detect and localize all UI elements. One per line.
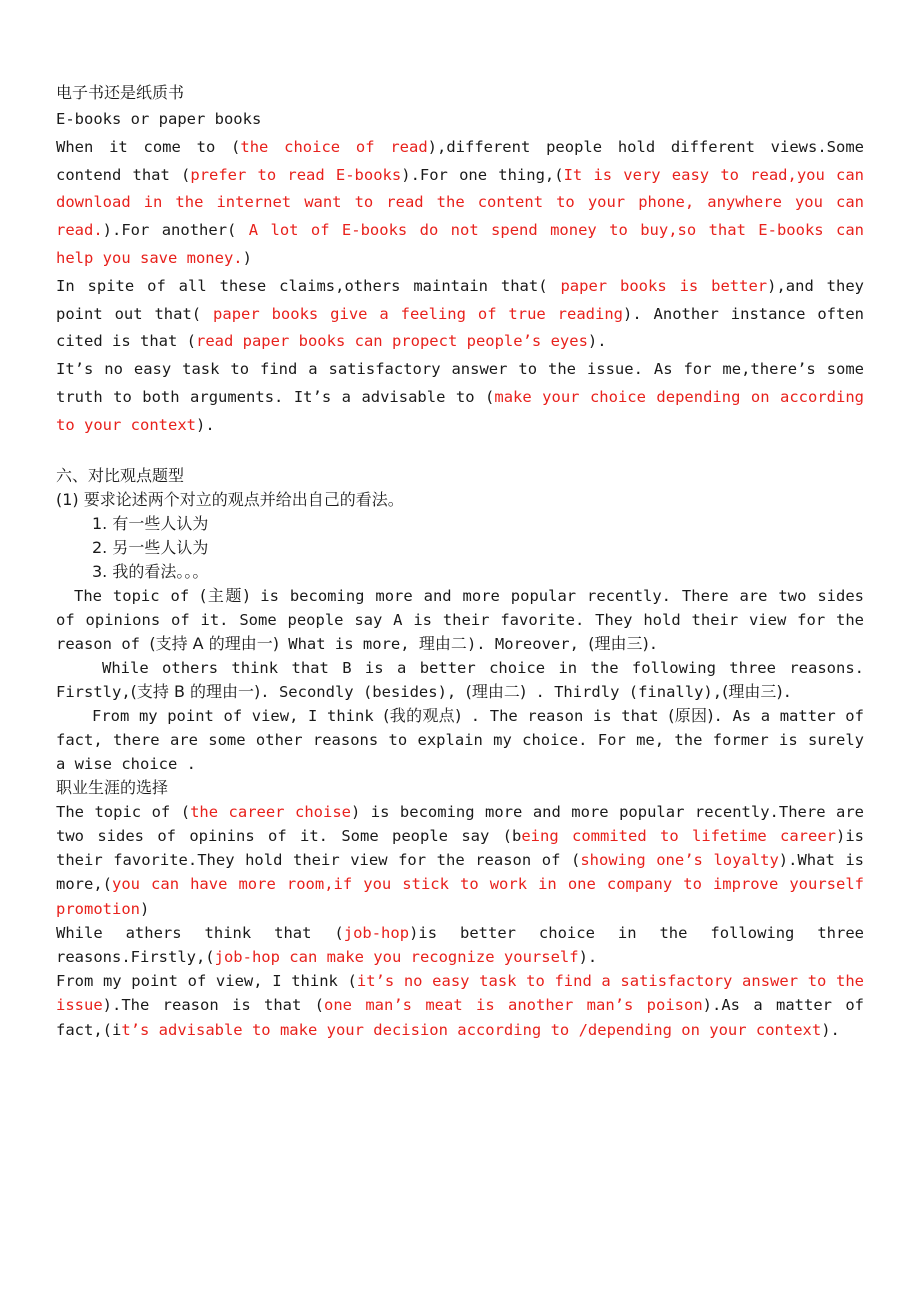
template-paragraph-1 <box>56 584 864 656</box>
text-run: What is more, <box>278 634 419 653</box>
highlight-run: make your choice depending on according to your context <box>56 387 864 434</box>
cn-run: (理由三) <box>722 681 783 701</box>
text-run: It’s no easy task to find a satisfactory answer to the issue. As for me,there’s some truth to both arguments. It’s a advisable to ( <box>56 360 864 406</box>
text-run: is becoming more and more popular recently. There are two sides of opinions of it. Some people say A is their favorite. They hold their view for the reason of <box>56 586 864 653</box>
text-run: ) is becoming more and more popular recently.There are two sides of opinins of it. Some people say (b <box>56 802 864 845</box>
document-page <box>56 80 864 1042</box>
text-run: ). Moreover, <box>466 634 589 653</box>
career-paragraph-3 <box>56 969 864 1042</box>
text-run: While others think that B is a better choice in the following three reasons. Firstly, <box>56 658 864 701</box>
highlight-run: It is very easy to read,you can download in the internet want to read the content to your phone, anywhere you can read. <box>56 165 864 240</box>
cn-run: (我的观点) <box>383 705 462 725</box>
text-run: ),and they point out that( <box>56 276 865 323</box>
career-paragraph-2 <box>56 921 864 969</box>
highlight-run: paper books give a feeling of true reading <box>213 304 623 323</box>
career-essay-section <box>56 776 864 1042</box>
text-run: ),different people hold different views.Some contend that ( <box>56 137 864 184</box>
text-run: ). <box>587 332 607 351</box>
text-run: ).As a matter of fact,(i <box>56 996 864 1039</box>
template-list-item: 1. 有一些人认为 <box>92 513 209 533</box>
template-subheading: (1) 要求论述两个对立的观点并给出自己的看法。 <box>56 489 404 509</box>
text-run: . As a matter of fact, there are some other reasons to explain my choice. For me, the former is surely a wise choice . <box>56 706 864 773</box>
section-spacer <box>56 440 864 464</box>
text-run: )is their favorite.They hold their view for the reason of ( <box>56 826 864 870</box>
text-run: ).The reason is that ( <box>102 996 324 1015</box>
career-paragraph-1 <box>56 800 864 921</box>
text-run: ) <box>242 248 252 267</box>
text-run: In spite of all these claims,others maintain that( <box>56 276 561 295</box>
cn-run: (理由三) <box>588 633 649 653</box>
cn-run: (理由二) <box>465 681 527 701</box>
text-run: From my point of view, I think ( <box>56 972 357 991</box>
text-run: . The reason is that <box>461 706 669 725</box>
highlight-run: one man’s meat is another man’s poison <box>324 996 703 1015</box>
highlight-run: t’s advisable to make your decision according to /depending on your context <box>121 1020 822 1039</box>
text-run: The topic of ( <box>56 802 191 821</box>
cn-run: (支持 B 的理由一) <box>130 681 261 701</box>
ebooks-essay-section <box>56 80 864 440</box>
cn-run: (主题) <box>200 585 250 605</box>
text-run: While athers think that ( <box>56 923 344 942</box>
text-run: ).For one thing,( <box>401 165 564 184</box>
text-run: . <box>782 682 792 701</box>
template-paragraph-3 <box>56 704 864 776</box>
text-run: ). <box>821 1020 840 1039</box>
text-run: ). <box>195 415 215 434</box>
ebooks-title: 电子书还是纸质书 <box>56 83 185 102</box>
highlight-run: the choice of read <box>240 137 428 156</box>
template-paragraph-2 <box>56 656 864 704</box>
text-run: . <box>648 634 659 653</box>
text-run: )is better choice in the following three reasons.Firstly,( <box>56 923 864 966</box>
highlight-run: prefer to read E-books <box>190 165 402 184</box>
template-list-item: 2. 另一些人认为 <box>92 537 209 557</box>
highlight-run: job-hop <box>343 923 410 942</box>
text-run: The topic of <box>74 586 201 605</box>
text-run: ). <box>578 947 598 966</box>
highlight-run: the career choise <box>190 802 351 821</box>
highlight-run: job-hop can make you recognize yourself <box>214 947 579 966</box>
template-list-item: 3. 我的看法。。。 <box>92 561 209 581</box>
highlight-run: paper books is better <box>560 276 768 295</box>
highlight-run: it’s no easy task to find a satisfactory answer to the issue <box>56 972 864 1015</box>
text-run: ). Another instance often cited is that ( <box>56 304 864 351</box>
highlight-run: read paper books can propect people’s eyes <box>195 332 588 351</box>
cn-run: (支持 A 的理由一) <box>149 633 279 653</box>
career-title: 职业生涯的选择 <box>56 777 169 797</box>
highlight-run: eing commited to lifetime career <box>521 826 836 845</box>
contrast-template-section <box>56 464 864 776</box>
text-run: ) <box>140 899 150 918</box>
text-run: ).What is more,( <box>56 851 864 894</box>
highlight-run: showing one’s loyalty <box>580 851 779 870</box>
text-run: . Secondly (besides), <box>260 682 466 701</box>
ebooks-paragraph-2 <box>56 273 864 356</box>
ebooks-subtitle: E-books or paper books <box>56 110 262 128</box>
ebooks-paragraph-3 <box>56 356 864 439</box>
cn-run: 理由二 <box>418 633 467 653</box>
ebooks-paragraph-1 <box>56 134 864 273</box>
text-run: From my point of view, I think <box>92 706 384 725</box>
highlight-run: A lot of E-books do not spend money to buy,so that E-books can help you save money. <box>56 221 864 267</box>
highlight-run: you can have more room,if you stick to work in one company to improve yourself promotion <box>56 875 864 918</box>
text-run: ).For another( <box>102 221 249 240</box>
cn-run: (原因) <box>668 705 714 725</box>
template-heading: 六、对比观点题型 <box>56 465 185 485</box>
text-run: When it come to ( <box>56 137 241 156</box>
text-run: . Thirdly (finally), <box>526 682 723 701</box>
